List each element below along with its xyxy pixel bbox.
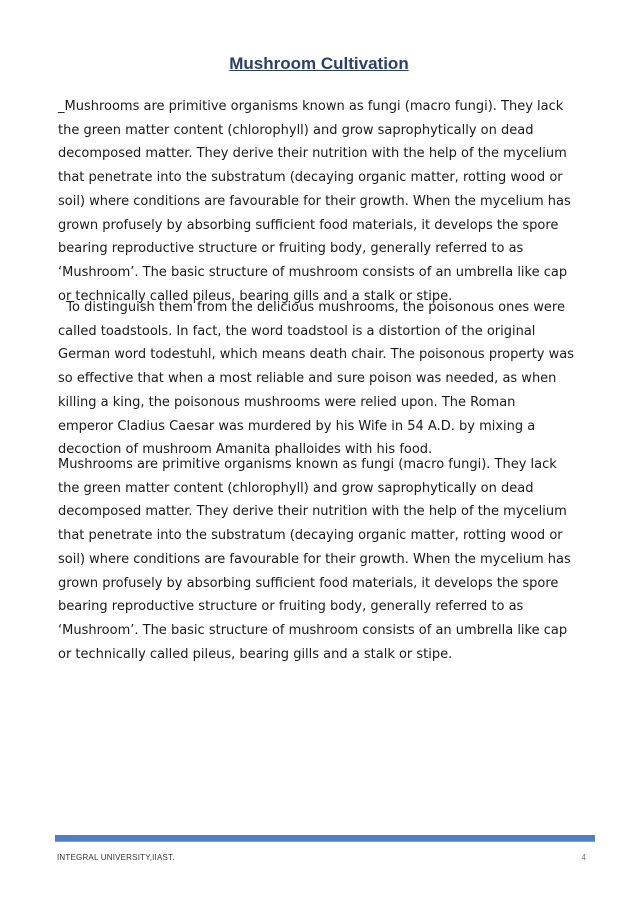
page-title: Mushroom Cultivation bbox=[229, 54, 409, 73]
text-line: that penetrate into the substratum (decaying organic matter, rotting wood or bbox=[58, 528, 563, 544]
footer-divider bbox=[55, 835, 595, 842]
paragraph-3 bbox=[58, 453, 598, 666]
text-line: the green matter content (chlorophyll) and grow saprophytically on dead bbox=[58, 480, 534, 496]
page-number: 4 bbox=[581, 853, 586, 862]
text-line: bearing reproductive structure or fruiting body, generally referred to as bbox=[58, 599, 524, 615]
text-line: or technically called pileus, bearing gills and a stalk or stipe. bbox=[58, 646, 453, 662]
paragraph-1 bbox=[58, 95, 598, 308]
text-line: soil) where conditions are favourable for their growth. When the mycelium has bbox=[58, 551, 571, 567]
text-line: or technically called pileus, bearing gills and a stalk or stipe. bbox=[58, 288, 453, 304]
text-line: ‘Mushroom’. The basic structure of mushroom consists of an umbrella like cap bbox=[58, 264, 568, 280]
text-line: killing a king, the poisonous mushrooms were relied upon. The Roman bbox=[58, 394, 516, 410]
text-line: the green matter content (chlorophyll) and grow saprophytically on dead bbox=[58, 122, 534, 138]
text-line: Mushrooms are primitive organisms known as fungi (macro fungi). They lack bbox=[58, 457, 557, 472]
text-line: grown profusely by absorbing sufficient food materials, it develops the spore bbox=[58, 575, 559, 591]
text-line: _Mushrooms are primitive organisms known as fungi (macro fungi). They lack bbox=[58, 99, 564, 114]
text-line: emperor Cladius Caesar was murdered by his Wife in 54 A.D. by mixing a bbox=[58, 418, 536, 434]
text-line: decoction of mushroom Amanita phalloides with his food. bbox=[58, 442, 433, 458]
text-line: decomposed matter. They derive their nutrition with the help of the mycelium bbox=[58, 504, 567, 520]
text-line: grown profusely by absorbing sufficient food materials, it develops the spore bbox=[58, 217, 559, 233]
text-line: that penetrate into the substratum (decaying organic matter, rotting wood or bbox=[58, 170, 563, 186]
text-line: bearing reproductive structure or fruiting body, generally referred to as bbox=[58, 241, 524, 257]
text-line: called toadstools. In fact, the word toadstool is a distortion of the original bbox=[58, 323, 536, 339]
text-line: so effective that when a most reliable and sure poison was needed, as when bbox=[58, 371, 557, 387]
paragraph-2 bbox=[58, 296, 598, 462]
footer-institution: INTEGRAL UNIVERSITY,IIAST. bbox=[57, 853, 175, 862]
text-line: decomposed matter. They derive their nutrition with the help of the mycelium bbox=[58, 146, 567, 162]
text-line: soil) where conditions are favourable for their growth. When the mycelium has bbox=[58, 193, 571, 209]
text-line: To distinguish them from the delicious mushrooms, the poisonous ones were bbox=[58, 300, 565, 315]
text-line: ‘Mushroom’. The basic structure of mushroom consists of an umbrella like cap bbox=[58, 622, 568, 638]
text-line: German word todestuhl, which means death chair. The poisonous property was bbox=[58, 347, 574, 363]
